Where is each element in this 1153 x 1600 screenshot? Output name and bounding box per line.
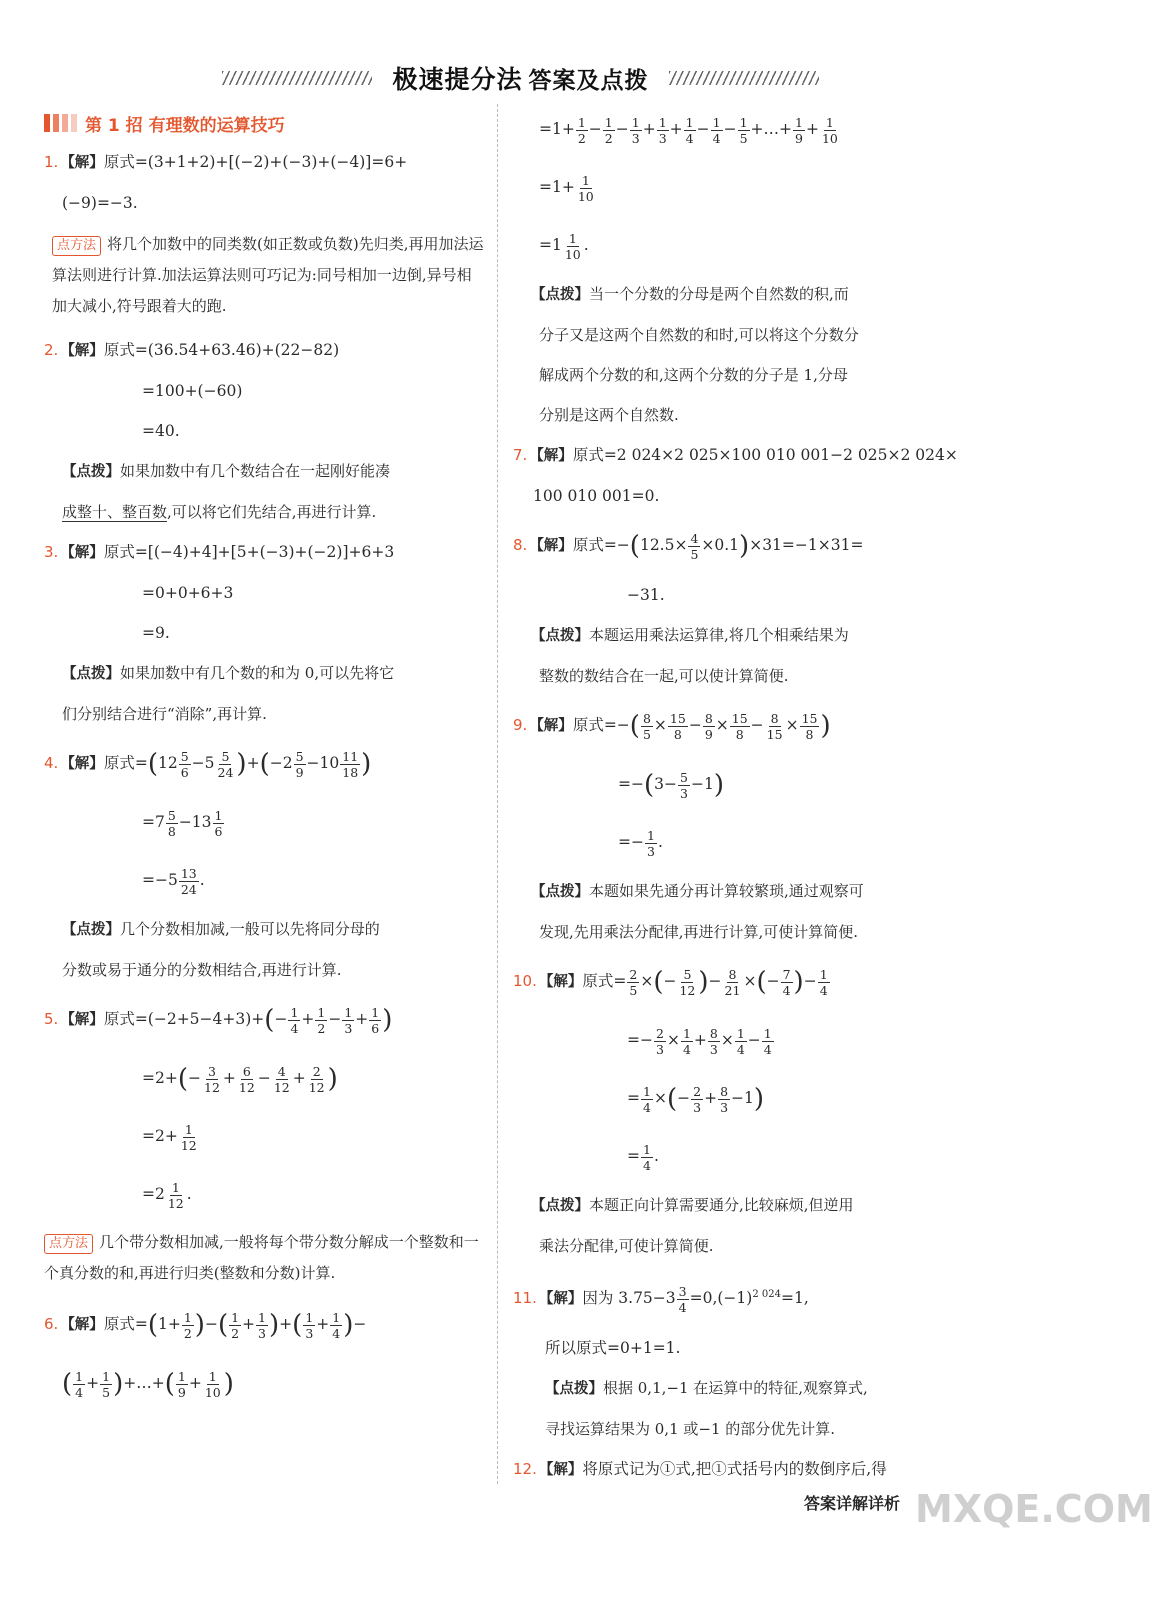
problem-10: 10. 【解】原式= $\frac{2}{5}$ ×(− $\frac{5}{12}$ )− $\frac{8}{21}$ ×(− $\frac{7}{4}$ )− $\frac{1}{4}$	[513, 966, 828, 998]
column-divider	[497, 104, 498, 1484]
problem-8-line2: −31.	[627, 586, 665, 604]
problem-11-note2: 寻找运算结果为 0,1 或−1 的部分优先计算.	[545, 1420, 836, 1439]
problem-4-line2: =7 $\frac{5}{8}$ −13 $\frac{1}{6}$	[142, 807, 223, 839]
problem-1: 1. 【解】原式=(3+1+2)+[(−2)+(−3)+(−4)]=6+	[44, 153, 408, 171]
problem-10-line4: = $\frac{1}{4}$ .	[627, 1141, 659, 1173]
problem-10-note1: 【点拨】本题正向计算需要通分,比较麻烦,但逆用	[531, 1196, 854, 1214]
problem-6-line4: =1+ $\frac{1}{10}$	[539, 172, 594, 204]
problem-3: 3. 【解】原式=[(−4)+4]+[5+(−3)+(−2)]+6+3	[44, 543, 395, 561]
problem-2-note1: 【点拨】如果加数中有几个数结合在一起刚好能凑	[62, 462, 391, 480]
page-header	[0, 58, 1041, 98]
problem-5-line4: =2 $\frac{1}{12}$ .	[142, 1179, 192, 1211]
section-bars-icon	[44, 114, 77, 132]
problem-10-line2: =− $\frac{2}{3}$ × $\frac{1}{4}$ + $\frac{8}{3}$ × $\frac{1}{4}$ − $\frac{1}{4}$	[627, 1025, 772, 1057]
problem-7: 7. 【解】原式=2 024×2 025×100 010 001−2 025×2 024×	[513, 446, 958, 464]
problem-8: 8. 【解】原式=−(12.5× $\frac{4}{5}$ ×0.1)×31=−1×31=	[513, 530, 864, 562]
problem-2-note2: 成整十、整百数,可以将它们先结合,再进行计算.	[62, 503, 377, 521]
problem-4: 4. 【解】原式=(12 $\frac{5}{6}$ −5 $\frac{5}{24}$ )+(−2 $\frac{5}{9}$ −10 $\frac{11}{18}$ )	[44, 748, 372, 780]
problem-7-line2: 100 010 001=0.	[533, 487, 660, 505]
problem-4-line3: =−5 $\frac{13}{24}$ .	[142, 865, 205, 897]
problem-3-line3: =9.	[142, 624, 170, 642]
problem-10-note2: 乘法分配律,可使计算简便.	[539, 1237, 714, 1255]
problem-9-note1: 【点拨】本题如果先通分再计算较繁琐,通过观察可	[531, 882, 864, 900]
header-hatch-left	[222, 71, 372, 85]
problem-6-line2: ( $\frac{1}{4}$ + $\frac{1}{5}$ )+…+( $\frac{1}{9}$ + $\frac{1}{10}$ )	[62, 1368, 234, 1400]
footer-label: 答案详解详析	[804, 1494, 901, 1513]
problem-6-note1: 【点拨】当一个分数的分母是两个自然数的积,而	[531, 285, 849, 303]
problem-3-note2: 们分别结合进行“消除”,再计算.	[62, 705, 267, 723]
problem-10-line3: = $\frac{1}{4}$ ×(− $\frac{2}{3}$ + $\frac{8}{3}$ −1)	[627, 1083, 765, 1115]
problem-2-line3: =40.	[142, 422, 180, 440]
problem-11-note1: 【点拨】根据 0,1,−1 在运算中的特征,观察算式,	[545, 1379, 868, 1398]
problem-5-line2: =2+(− $\frac{3}{12}$ + $\frac{6}{12}$ − $\frac{4}{12}$ + $\frac{2}{12}$ )	[142, 1063, 338, 1095]
watermark: MXQE.COM	[915, 1487, 1153, 1531]
problem-11-line2: 所以原式=0+1=1.	[545, 1339, 681, 1358]
problem-11: 11. 【解】因为 3.75−3 $\frac{3}{4}$ $=0,(-1)^{2 024}=1$,	[513, 1283, 809, 1315]
problem-9-note2: 发现,先用乘法分配律,再进行计算,可使计算简便.	[539, 923, 859, 941]
problem-2: 2. 【解】原式=(36.54+63.46)+(22−82)	[44, 341, 340, 359]
problem-12: 12. 【解】将原式记为①式,把①式括号内的数倒序后,得	[513, 1460, 887, 1479]
problem-9-line2: =−(3− $\frac{5}{3}$ −1)	[618, 769, 724, 801]
problem-6-note3: 解成两个分数的和,这两个分数的分子是 1,分母	[539, 366, 848, 384]
header-hatch-right	[669, 71, 819, 85]
problem-5: 5. 【解】原式=(−2+5−4+3)+(− $\frac{1}{4}$ + $\frac{1}{2}$ − $\frac{1}{3}$ + $\frac{1}{6}$ )	[44, 1004, 393, 1036]
right-column	[513, 100, 963, 1490]
problem-4-note1: 【点拨】几个分数相加减,一般可以先将同分母的	[62, 920, 380, 938]
problem-4-note2: 分数或易于通分的分数相结合,再进行计算.	[62, 961, 342, 979]
problem-2-line2: =100+(−60)	[142, 382, 243, 400]
problem-9: 9. 【解】原式=−( $\frac{8}{5}$ × $\frac{15}{8}$ − $\frac{8}{9}$ × $\frac{15}{8}$ − $\frac{8}{15}$ × $\frac{15}{8}$ )	[513, 710, 831, 742]
problem-6: 6. 【解】原式=(1+ $\frac{1}{2}$ )−( $\frac{1}{2}$ + $\frac{1}{3}$ )+( $\frac{1}{3}$ + $\frac{1}{4}$ )−	[44, 1309, 367, 1341]
problem-3-line2: =0+0+6+3	[142, 584, 234, 602]
method-tag-icon: 点方法	[44, 1234, 93, 1254]
problem-3-note1: 【点拨】如果加数中有几个数的和为 0,可以先将它	[62, 664, 395, 682]
page-title: 极速提分法 答案及点拨	[392, 65, 649, 94]
left-column	[44, 100, 484, 1412]
problem-6-note4: 分别是这两个自然数.	[539, 406, 679, 424]
method-note-5: 点方法 几个带分数相加减,一般将每个带分数分解成一个整数和一个真分数的和,再进行归类(整数和分数)计算.	[44, 1233, 479, 1282]
problem-8-note1: 【点拨】本题运用乘法运算律,将几个相乘结果为	[531, 626, 849, 644]
problem-6-line5: =1 $\frac{1}{10}$ .	[539, 230, 589, 262]
problem-1-line2: (−9)=−3.	[62, 194, 138, 212]
problem-9-line3: =− $\frac{1}{3}$ .	[618, 827, 663, 859]
section-title: 第 1 招 有理数的运算技巧	[44, 104, 484, 142]
problem-6-line3: =1+ $\frac{1}{2}$ − $\frac{1}{2}$ − $\frac{1}{3}$ + $\frac{1}{3}$ + $\frac{1}{4}$ − $\frac{1}{4}$ − $\frac{1}{5}$ +…+ $\frac{1}{9}$ + $\frac{1}{10}$	[539, 114, 838, 146]
problem-6-note2: 分子又是这两个自然数的和时,可以将这个分数分	[539, 326, 859, 344]
method-note-1: 点方法 将几个加数中的同类数(如正数或负数)先归类,再用加法运算法则进行计算.加法运算法则可巧记为:同号相加一边倒,异号相加大减小,符号跟着大的跑.	[52, 235, 484, 315]
problem-5-line3: =2+ $\frac{1}{12}$	[142, 1121, 197, 1153]
problem-8-note2: 整数的数结合在一起,可以使计算简便.	[539, 667, 789, 685]
method-tag-icon: 点方法	[52, 236, 101, 256]
